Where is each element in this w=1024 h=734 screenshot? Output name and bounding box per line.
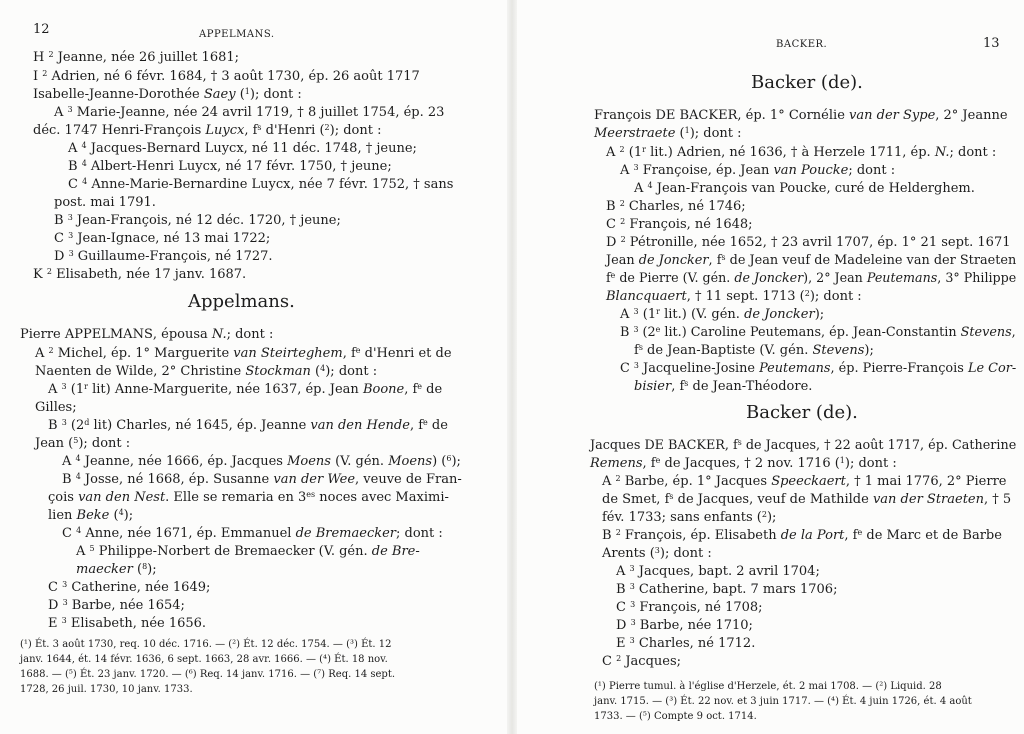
footnote-line: 1728, 26 juil. 1730, 10 janv. 1733.	[20, 684, 193, 695]
text-line: Pierre APPELMANS, épousa N.; dont :	[20, 327, 274, 342]
running-head: BACKER.	[776, 39, 828, 50]
section-title: Appelmans.	[188, 291, 295, 312]
text-line: A $^5$ Philippe-Norbert de Bremaecker (V. gén. de Bre-	[76, 544, 420, 559]
footnote-line: (¹) Pierre tumul. à l'église d'Herzele, ét. 2 mai 1708. — (²) Liquid. 28	[594, 681, 942, 692]
text-line: E $^3$ Elisabeth, née 1656.	[48, 616, 207, 631]
text-line: A $^4$ Jean-François van Poucke, curé de Helderghem.	[634, 181, 975, 196]
section-title: Backer (de).	[751, 72, 863, 93]
text-line: B $^3$ (2e lit.) Caroline Peutemans, ép. Jean-Constantin Stevens,	[620, 325, 1016, 340]
text-line: C $^3$ François, né 1708;	[616, 600, 763, 615]
footnote-line: janv. 1644, ét. 14 févr. 1636, 6 sept. 1663, 28 avr. 1666. — (⁴) Ét. 18 nov.	[20, 654, 388, 665]
text-line: A $^4$ Jeanne, née 1666, ép. Jacques Moens (V. gén. Moens) ($^6$);	[62, 454, 461, 469]
text-line: B $^4$ Albert-Henri Luycx, né 17 févr. 1750, † jeune;	[68, 159, 392, 174]
text-line: Jean ($^5$); dont :	[35, 436, 131, 451]
text-line: C $^3$ Catherine, née 1649;	[48, 580, 211, 595]
text-line: Jean de Joncker, $f^s$ de Jean veuf de Madeleine van der Straeten	[606, 253, 1017, 268]
text-line: A $^3$ Françoise, ép. Jean van Poucke; dont :	[620, 163, 896, 178]
text-line: Gilles;	[35, 400, 77, 415]
text-line: François DE BACKER, ép. 1° Cornélie van der Sype, 2° Jeanne	[594, 108, 1008, 123]
page-number: 12	[33, 22, 50, 37]
text-line: D $^3$ Barbe, née 1710;	[616, 618, 753, 633]
text-line: I $^2$ Adrien, né 6 févr. 1684, † 3 août 1730, ép. 26 août 1717	[33, 69, 420, 84]
text-line: A $^3$ (1$^r$ lit.) (V. gén. de Joncker);	[620, 307, 825, 322]
text-line: B $^2$ François, ép. Elisabeth de la Port, $f^e$ de Marc et de Barbe	[602, 528, 1002, 543]
text-line: A $^2$ Barbe, ép. 1° Jacques Speeckaert, † 1 mai 1776, 2° Pierre	[602, 474, 1007, 489]
text-line: $f^s$ de Jean-Baptiste (V. gén. Stevens);	[634, 343, 874, 358]
text-line: maecker ($^8$);	[76, 562, 157, 577]
text-line: C $^4$ Anne-Marie-Bernardine Luycx, née 7 févr. 1752, † sans	[68, 177, 454, 192]
text-line: A $^4$ Jacques-Bernard Luycx, né 11 déc. 1748, † jeune;	[68, 141, 417, 156]
text-line: déc. 1747 Henri-François Luycx, $f^s$ d'Henri ($^2$); dont :	[33, 123, 382, 138]
text-line: E $^3$ Charles, né 1712.	[616, 636, 756, 651]
text-line: Jacques DE BACKER, $f^s$ de Jacques, † 22 août 1717, ép. Catherine	[590, 438, 1017, 453]
text-line: B $^3$ Jean-François, né 12 déc. 1720, † jeune;	[54, 213, 341, 228]
text-line: A $^2$ Michel, ép. 1° Marguerite van Steirteghem, $f^e$ d'Henri et de	[35, 346, 452, 361]
footnote-line: janv. 1715. — (³) Ét. 22 nov. et 3 juin 1717. — (⁴) Ét. 4 juin 1726, ét. 4 août	[594, 696, 972, 707]
text-line: K $^2$ Elisabeth, née 17 janv. 1687.	[33, 267, 247, 282]
text-line: C $^4$ Anne, née 1671, ép. Emmanuel de Bremaecker; dont :	[62, 526, 443, 541]
footnote-line: 1733. — (⁵) Compte 9 oct. 1714.	[594, 711, 757, 722]
text-line: C $^2$ Jacques;	[602, 654, 682, 669]
text-line: D $^2$ Pétronille, née 1652, † 23 avril 1707, ép. 1° 21 sept. 1671	[606, 235, 1011, 250]
text-line: Isabelle-Jeanne-Dorothée Saey ($^1$); dont :	[33, 87, 302, 102]
section-title: Backer (de).	[746, 402, 858, 423]
text-line: B $^3$ (2$^d$ lit) Charles, né 1645, ép. Jeanne van den Hende, $f^e$ de	[48, 418, 448, 433]
text-line: D $^3$ Barbe, née 1654;	[48, 598, 185, 613]
text-line: H $^2$ Jeanne, née 26 juillet 1681;	[33, 50, 240, 65]
text-line: A $^3$ (1$^r$ lit) Anne-Marguerite, née 1637, ép. Jean Boone, $f^e$ de	[48, 382, 443, 397]
text-line: B $^2$ Charles, né 1746;	[606, 199, 746, 214]
text-line: de Smet, $f^s$ de Jacques, veuf de Mathilde van der Straeten, † 5	[602, 492, 1012, 507]
footnote-line: (¹) Ét. 3 août 1730, req. 10 déc. 1716. — (²) Ét. 12 déc. 1754. — (³) Ét. 12	[20, 639, 392, 650]
text-line: Naenten de Wilde, 2° Christine Stockman ($^4$); dont :	[35, 364, 378, 379]
text-line: D $^3$ Guillaume-François, né 1727.	[54, 249, 273, 264]
running-head: APPELMANS.	[199, 29, 275, 40]
text-line: post. mai 1791.	[54, 195, 156, 210]
text-line: A $^3$ Marie-Jeanne, née 24 avril 1719, † 8 juillet 1754, ép. 23	[54, 105, 445, 120]
text-line: bisier, $f^s$ de Jean-Théodore.	[634, 379, 813, 394]
text-line: lien Beke ($^4$);	[48, 508, 134, 523]
text-line: $f^e$ de Pierre (V. gén. de Joncker), 2° Jean Peutemans, 3° Philippe	[606, 271, 1017, 286]
left-page	[0, 0, 510, 734]
text-line: A $^2$ (1$^r$ lit.) Adrien, né 1636, † à Herzele 1711, ép. N.; dont :	[606, 145, 997, 160]
text-line: C $^3$ Jean-Ignace, né 13 mai 1722;	[54, 231, 271, 246]
text-line: A $^3$ Jacques, bapt. 2 avril 1704;	[616, 564, 820, 579]
text-line: C $^3$ Jacqueline-Josine Peutemans, ép. Pierre-François Le Cor-	[620, 361, 1017, 376]
text-line: B $^3$ Catherine, bapt. 7 mars 1706;	[616, 582, 838, 597]
right-page	[514, 0, 1024, 734]
text-line: Arents ($^3$); dont :	[602, 546, 712, 561]
text-line: Meerstraete ($^1$); dont :	[594, 126, 742, 141]
text-line: C $^2$ François, né 1648;	[606, 217, 753, 232]
text-line: B $^4$ Josse, né 1668, ép. Susanne van der Wee, veuve de Fran-	[62, 472, 462, 487]
text-line: Blancquaert, † 11 sept. 1713 ($^2$); dont :	[606, 289, 862, 304]
text-line: çois van den Nest. Elle se remaria en $3^{es}$ noces avec Maximi-	[48, 490, 449, 505]
text-line: Remens, $f^e$ de Jacques, † 2 nov. 1716 ($^1$); dont :	[590, 456, 897, 471]
text-line: fév. 1733; sans enfants ($^2$);	[602, 510, 777, 525]
footnote-line: 1688. — (⁵) Ét. 23 janv. 1720. — (⁶) Req. 14 janv. 1716. — (⁷) Req. 14 sept.	[20, 669, 396, 680]
page-number: 13	[983, 36, 1000, 51]
